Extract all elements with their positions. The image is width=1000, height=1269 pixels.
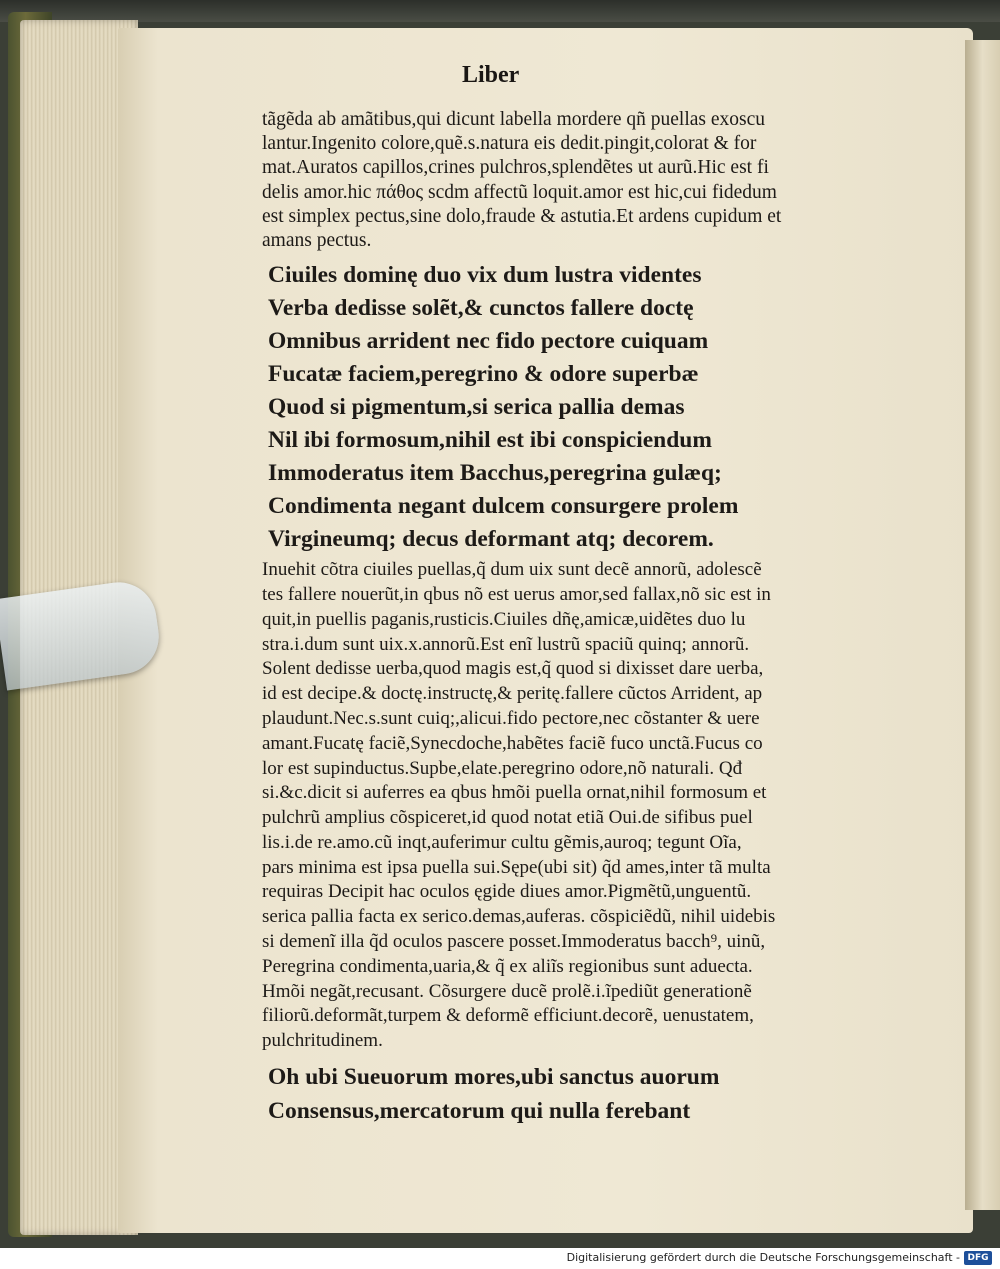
commentary-line: pulchrũ amplius cõspiceret,id quod notat etiã Oui.de sifibus puel (262, 807, 753, 829)
footer-bar (0, 1248, 1000, 1269)
commentary-line: Hmõi negãt,recusant. Cõsurgere ducẽ prolẽ.i.ĩpediũt generationẽ (262, 980, 752, 1002)
commentary-line: lis.i.de re.amo.cũ inqt,auferimur cultu gẽmis,auroq; tegunt Oĩa, (262, 831, 742, 853)
verse-block-1 (262, 259, 922, 556)
commentary-line: pulchritudinem. (262, 1030, 383, 1052)
commentary-line: id est decipe.& doctę.instructę,& peritę.fallere cũctos Arrident, ap (262, 683, 763, 705)
commentary-line: mat.Auratos capillos,crines pulchros,splendẽtes ut aurũ.Hic est fi (262, 157, 769, 179)
funding-credit: Digitalisierung gefördert durch die Deutsche Forschungsgemeinschaft - (566, 1251, 960, 1264)
facing-page-edge (965, 40, 1000, 1210)
commentary-line: si.&c.dicit si auferres ea qbus hmõi puella ornat,nihil formosum et (262, 782, 767, 804)
text-block (262, 108, 922, 1128)
commentary-line: Solent dedisse uerba,quod magis est,q̃ quod si dixisset dare uerba, (262, 658, 764, 680)
commentary-line: serica pallia facta ex serico.demas,auferas. cõspiciẽdũ, nihil uidebis (262, 906, 776, 928)
commentary-line: quit,in puellis paganis,rusticis.Ciuiles dñę,amicæ,uidẽtes duo lu (262, 608, 746, 630)
commentary-line: lor est supinductus.Supbe,elate.peregrino odore,nõ naturali. Qđ (262, 757, 743, 779)
commentary-line: stra.i.dum sunt uix.x.annorũ.Est enĩ lustrũ spaciũ quinq; annorũ. (262, 633, 750, 655)
commentary-line: Inuehit cõtra ciuiles puellas,q̃ dum uix sunt decẽ annorũ, adolescẽ (262, 559, 762, 581)
verse-line: Immoderatus item Bacchus,peregrina gulæq; (268, 460, 722, 487)
commentary-line: plaudunt.Nec.s.sunt cuiq;,alicui.fido pectore,nec cõstanter & uere (262, 707, 760, 729)
verse-line: Ciuiles dominę duo vix dum lustra videntes (268, 262, 702, 289)
running-head: Liber (462, 62, 520, 88)
verse-line: Virgineumq; decus deformant atq; decorem. (268, 526, 714, 553)
verse-line: Verba dedisse solẽt,& cunctos fallere doctę (268, 295, 694, 322)
commentary-line: amant.Fucatę faciẽ,Synecdoche,habẽtes faciẽ fuco unctã.Fucus co (262, 732, 763, 754)
commentary-line: filiorũ.deformãt,turpem & deformẽ efficiunt.decorẽ, uenustatem, (262, 1005, 754, 1027)
verse-line: Consensus,mercatorum qui nulla ferebant (268, 1098, 691, 1125)
commentary-line: est simplex pectus,sine dolo,fraude & astutia.Et ardens cupidum et (262, 205, 782, 227)
verse-line: Fucatæ faciem,peregrino & odore superbæ (268, 361, 699, 388)
commentary-line: delis amor.hic πάθος scdm affectũ loquit.amor est hic,cui fidedum (262, 181, 777, 203)
verse-line: Oh ubi Sueuorum mores,ubi sanctus auorum (268, 1064, 720, 1091)
verse-line: Omnibus arrident nec fido pectore cuiquam (268, 328, 709, 355)
commentary-block-2 (262, 558, 922, 1054)
commentary-line: amans pectus. (262, 229, 372, 251)
commentary-line: requiras Decipit hac oculos ęgide diues amor.Pigmẽtũ,unguentũ. (262, 881, 752, 903)
dfg-logo: DFG (964, 1251, 992, 1265)
commentary-line: tãgẽda ab amãtibus,qui dicunt labella mordere qñ puellas exoscu (262, 109, 766, 130)
commentary-line: tes fallere nouerũt,in qbus nõ est uerus amor,sed fallax,nõ sic est in (262, 583, 771, 605)
verse-block-2 (262, 1060, 922, 1128)
commentary-line: si demenĩ illa q̃d oculos pascere posset.Immoderatus bacch⁹, uinũ, (262, 931, 766, 953)
verse-line: Nil ibi formosum,nihil est ibi conspiciendum (268, 427, 712, 454)
commentary-line: lantur.Ingenito colore,quẽ.s.natura eis dedit.pingit,colorat & for (262, 133, 757, 155)
commentary-block-1 (262, 108, 922, 253)
verse-line: Quod si pigmentum,si serica pallia demas (268, 394, 685, 421)
scan-background (0, 0, 1000, 22)
commentary-line: Peregrina condimenta,uaria,& q̃ ex aliĩs regionibus sunt aduecta. (262, 955, 753, 977)
commentary-line: pars minima est ipsa puella sui.Sępe(ubi sit) q̃d ames,inter tã multa (262, 856, 771, 878)
verse-line: Condimenta negant dulcem consurgere prolem (268, 493, 739, 520)
